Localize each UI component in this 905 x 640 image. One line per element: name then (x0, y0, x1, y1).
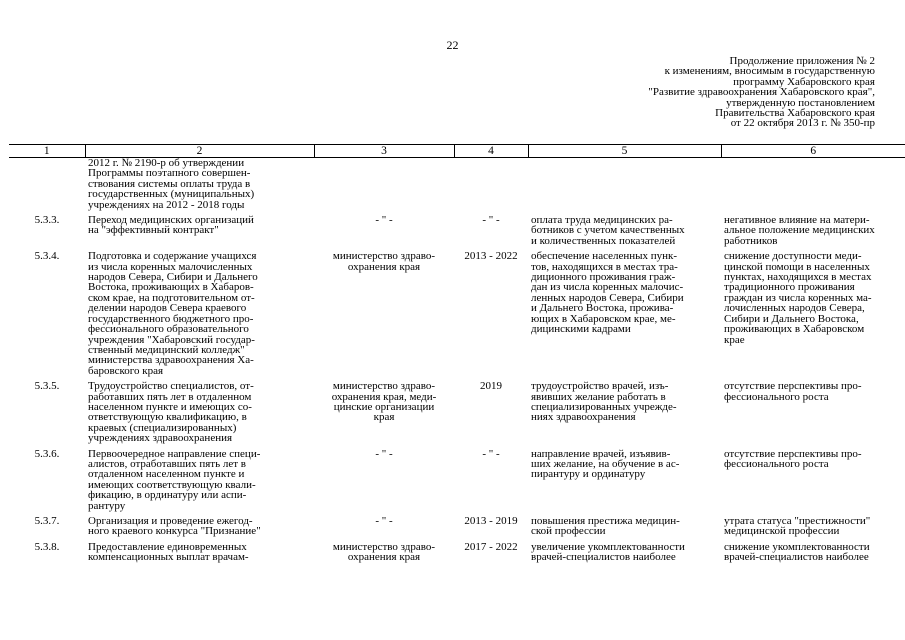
table-header-row (9, 145, 905, 158)
expected-result-line: и Дальнего Востока, прожива- (531, 302, 674, 315)
row-number: 5.3.5. (34, 380, 60, 393)
measure-name-line: рантуру (88, 499, 126, 512)
implementation-period-line: - " - (482, 214, 500, 227)
table-row (9, 449, 905, 511)
responsible-executor (314, 516, 454, 537)
expected-result (528, 158, 721, 211)
expected-result-line: трудоустройство врачей, изъ- (531, 380, 669, 393)
implementation-period-line: 2013 - 2022 (464, 250, 518, 263)
measure-name (85, 516, 314, 537)
expected-result-line: дицинскими кадрами (531, 323, 631, 336)
non-implementation-consequences-line: традиционного проживания (724, 281, 855, 294)
non-implementation-consequences-line: альное положение медицинских (724, 224, 875, 237)
measure-name-line: ного краевого конкурса "Признание" (88, 525, 261, 538)
measure-name-line: фессионального образовательного (88, 323, 249, 336)
responsible-executor (314, 158, 454, 211)
measure-name (85, 158, 314, 211)
implementation-period (454, 542, 528, 563)
implementation-period (454, 251, 528, 376)
measure-name-line: Востока, проживающих в Хабаров- (88, 281, 254, 294)
expected-result-line: ленных народов Севера, Сибири (531, 291, 684, 304)
non-implementation-consequences-line: фессионального роста (724, 457, 829, 470)
expected-result (528, 449, 721, 511)
row-number: 5.3.3. (34, 214, 60, 227)
expected-result-line: и количественных показателей (531, 234, 676, 247)
responsible-executor-line: министерство здраво- (332, 540, 436, 553)
expected-result-line: обеспечение населенных пунк- (531, 250, 678, 263)
measure-name-line: из числа коренных малочисленных (88, 260, 253, 273)
measure-name-line: учреждениях здравоохранения (88, 432, 233, 445)
table-row (9, 215, 905, 246)
responsible-executor (314, 215, 454, 246)
implementation-period-line: 2013 - 2019 (464, 515, 518, 527)
header-line: от 22 октября 2013 г. № 350-пр (730, 117, 875, 130)
header-line: Продолжение приложения № 2 (729, 55, 875, 67)
responsible-executor (314, 449, 454, 511)
measure-name-line: алистов, отработавших пять лет в (88, 457, 246, 470)
appendix-header (515, 56, 875, 129)
header-line: к изменениям, вносимым в государственную (664, 65, 875, 78)
column-header: 5 (528, 145, 721, 158)
non-implementation-consequences (721, 251, 905, 376)
row-number: 5.3.6. (34, 447, 60, 460)
measure-name-line: работавших пять лет в отдаленном (88, 390, 252, 403)
expected-result-line: диционного проживания граж- (531, 271, 676, 284)
measure-name-line: государственного бюджетного про- (88, 312, 254, 325)
column-header: 6 (721, 145, 905, 158)
measure-name-line: Первоочередное направление специ- (88, 447, 261, 460)
measure-name-line: делении народов Севера краевого (88, 302, 247, 315)
non-implementation-consequences-line: врачей-специалистов наиболее (724, 551, 869, 564)
non-implementation-consequences (721, 516, 905, 537)
measure-name-line: учреждениях на 2012 - 2018 годы (88, 198, 245, 211)
non-implementation-consequences (721, 215, 905, 246)
expected-result-line: врачей-специалистов наиболее (531, 551, 676, 564)
expected-result (528, 381, 721, 443)
measure-name-line: имеющих соответствующую квали- (88, 478, 256, 491)
expected-result (528, 542, 721, 563)
measure-name-line: баровского края (88, 364, 164, 377)
expected-result-line: специализированных учрежде- (531, 400, 677, 413)
responsible-executor-line: края (373, 411, 395, 424)
responsible-executor-line: охранения края (347, 551, 421, 564)
non-implementation-consequences-line: проживающих в Хабаровском (724, 323, 865, 336)
responsible-executor-line: министерство здраво- (332, 380, 436, 393)
non-implementation-consequences-line: утрата статуса "престижности" (724, 515, 871, 527)
expected-result-line: ших желание, на обучение в ас- (531, 457, 680, 470)
measure-name-line: отдаленном населенном пункте и (88, 468, 245, 481)
measure-name-line: народов Севера, Сибири и Дальнего (88, 271, 258, 284)
column-header: 3 (314, 145, 454, 158)
measure-name (85, 215, 314, 246)
responsible-executor-line: цинские организации (333, 400, 435, 413)
column-header: 1 (9, 145, 85, 158)
measure-name-line: 2012 г. № 2190-р об утверждении (88, 157, 245, 169)
expected-result-line: ющих в Хабаровском крае, ме- (531, 312, 676, 325)
measure-name-line: населенном пункте и имеющих со- (88, 400, 252, 413)
expected-result-line: пирантуру и ординатуру (531, 468, 646, 481)
measure-name-line: ском крае, на подготовительном от- (88, 291, 255, 304)
non-implementation-consequences-line: лочисленных народов Севера, (724, 302, 865, 315)
measure-name-line: Предоставление единовременных (88, 540, 247, 553)
expected-result-line: дан из числа коренных малочис- (531, 281, 684, 294)
measure-name-line: фикацию, в ординатуру или аспи- (88, 489, 247, 502)
column-header: 4 (454, 145, 528, 158)
implementation-period (454, 516, 528, 537)
responsible-executor (314, 542, 454, 563)
header-line: Правительства Хабаровского края (715, 107, 875, 120)
measure-name-line: государственных (муниципальных) (88, 188, 255, 201)
page-number: 22 (446, 38, 459, 52)
non-implementation-consequences-line: пунктах, находящихся в местах (724, 271, 872, 284)
measure-name-line: Программы поэтапного совершен- (88, 167, 251, 180)
table-row (9, 542, 905, 563)
non-implementation-consequences (721, 158, 905, 211)
implementation-period-line: 2019 (480, 380, 502, 393)
measure-name (85, 449, 314, 511)
non-implementation-consequences-line: работников (724, 234, 778, 247)
implementation-period-line: - " - (482, 447, 500, 460)
table-row (9, 251, 905, 376)
non-implementation-consequences-line: Сибири и Дальнего Востока, (724, 312, 859, 325)
table-row (9, 516, 905, 537)
row-number: 5.3.7. (34, 515, 60, 527)
non-implementation-consequences-line: граждан из числа коренных ма- (724, 291, 872, 304)
measure-name (85, 542, 314, 563)
implementation-period (454, 449, 528, 511)
row-number: 5.3.8. (34, 540, 60, 553)
responsible-executor (314, 381, 454, 443)
responsible-executor (314, 251, 454, 376)
header-line: "Развитие здравоохранения Хабаровского края", (648, 86, 875, 99)
measure-name-line: краевых (специализированных) (88, 421, 237, 434)
responsible-executor-line: - " - (375, 447, 393, 460)
expected-result (528, 215, 721, 246)
measures-table (9, 144, 905, 563)
measure-name-line: компенсационных выплат врачам- (88, 551, 249, 564)
responsible-executor-line: охранения края (347, 260, 421, 273)
non-implementation-consequences-line: крае (724, 333, 745, 346)
responsible-executor-line: охранения края, меди- (331, 390, 437, 403)
non-implementation-consequences-line: цинской помощи в населенных (724, 260, 870, 273)
implementation-period (454, 158, 528, 211)
non-implementation-consequences-line: фессионального роста (724, 390, 829, 403)
measure-name-line: ственный медицинский колледж" (88, 343, 245, 356)
non-implementation-consequences-line: медицинской профессии (724, 525, 840, 538)
measure-name-line: министерства здравоохранения Ха- (88, 354, 254, 367)
expected-result-line: увеличение укомплектованности (531, 540, 685, 553)
measure-name-line: Подготовка и содержание учащихся (88, 250, 257, 263)
expected-result-line: тов, находящихся в местах тра- (531, 260, 678, 273)
expected-result-line: ботников с учетом качественных (531, 224, 685, 237)
responsible-executor-line: - " - (375, 515, 393, 527)
non-implementation-consequences-line: снижение укомплектованности (724, 540, 870, 553)
implementation-period (454, 381, 528, 443)
row-number (9, 158, 85, 211)
measure-name (85, 381, 314, 443)
non-implementation-consequences-line: снижение доступности меди- (724, 250, 862, 263)
expected-result-line: ниях здравоохранения (531, 411, 636, 424)
column-header: 2 (85, 145, 314, 158)
expected-result-line: явивших желание работать в (531, 390, 666, 403)
row-number: 5.3.4. (34, 250, 60, 263)
implementation-period-line: 2017 - 2022 (464, 540, 518, 553)
non-implementation-consequences (721, 449, 905, 511)
implementation-period (454, 215, 528, 246)
expected-result (528, 516, 721, 537)
header-line: утвержденную постановлением (726, 96, 875, 109)
non-implementation-consequences-line: негативное влияние на матери- (724, 214, 870, 227)
measure-name-line: учреждения "Хабаровский государ- (88, 333, 255, 346)
non-implementation-consequences (721, 381, 905, 443)
table-row (9, 158, 905, 211)
expected-result-line: направление врачей, изъявив- (531, 447, 671, 460)
table-row (9, 381, 905, 443)
non-implementation-consequences-line: отсутствие перспективы про- (724, 447, 862, 460)
measure-name-line: Трудоустройство специалистов, от- (88, 380, 254, 393)
expected-result (528, 251, 721, 376)
responsible-executor-line: - " - (375, 214, 393, 227)
responsible-executor-line: министерство здраво- (332, 250, 436, 263)
non-implementation-consequences-line: отсутствие перспективы про- (724, 380, 862, 393)
header-line: программу Хабаровского края (733, 75, 875, 88)
non-implementation-consequences (721, 542, 905, 563)
measure-name (85, 251, 314, 376)
expected-result-line: повышения престижа медицин- (531, 515, 680, 527)
measure-name-line: ответствующую квалификацию, в (88, 411, 247, 424)
measure-name-line: ствования системы оплаты труда в (88, 177, 251, 190)
measure-name-line: на "эффективный контракт" (88, 224, 219, 237)
measure-name-line: Организация и проведение ежегод- (88, 515, 253, 527)
expected-result-line: ской профессии (531, 525, 606, 538)
expected-result-line: оплата труда медицинских ра- (531, 214, 673, 227)
measure-name-line: Переход медицинских организаций (88, 214, 254, 227)
